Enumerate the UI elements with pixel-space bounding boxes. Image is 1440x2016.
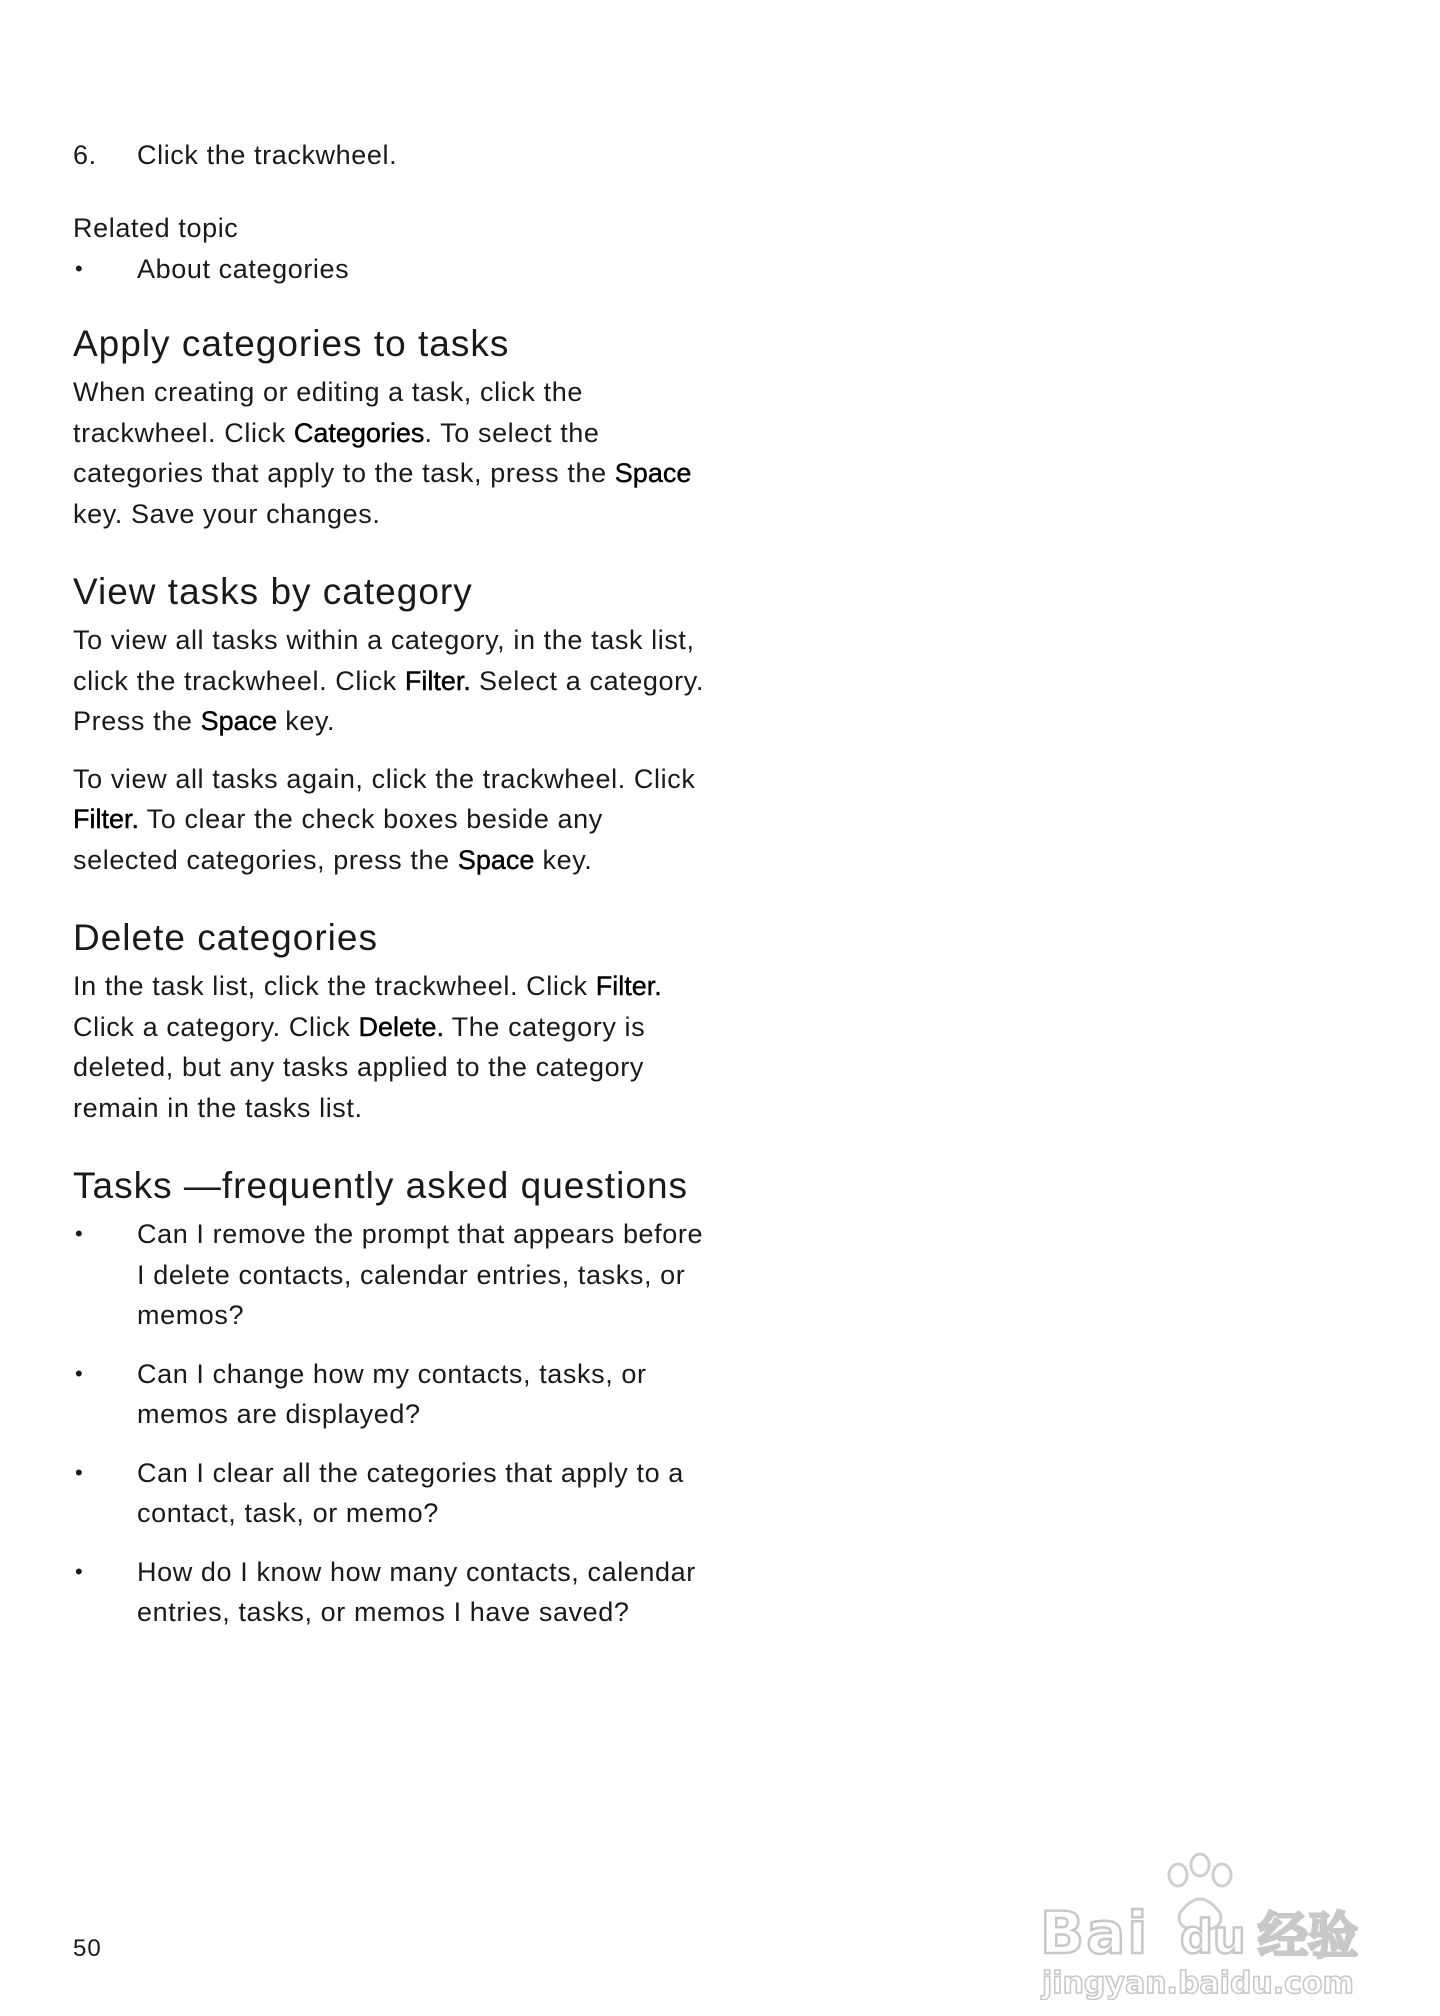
text-run: key. Save your changes. [73, 498, 381, 529]
related-topic-item [73, 249, 713, 290]
text-run: Click a category. Click [73, 1011, 359, 1042]
ui-term-space: Space [457, 844, 535, 875]
step-item [73, 135, 713, 175]
text-run: . To select the categories that apply to the task, press the [73, 417, 615, 488]
bullet-icon: • [75, 1221, 83, 1246]
ui-term-categories: Categories [293, 417, 425, 448]
apply-paragraph [73, 372, 713, 534]
page-number: 50 [73, 1935, 102, 1962]
faq-link[interactable]: Can I change how my contacts, tasks, or memos are displayed? [137, 1358, 647, 1429]
heading-delete-categories: Delete categories [73, 917, 378, 958]
text-run: key. [277, 706, 336, 736]
heading-apply-categories: Apply categories to tasks [73, 323, 510, 364]
ui-term-delete: Delete. [358, 1011, 445, 1042]
text-run: To clear the check boxes beside any selected categories, press the [73, 804, 603, 875]
step-number: 6. [73, 140, 97, 170]
view-paragraph-2 [73, 759, 713, 881]
ui-term-filter: Filter. [73, 804, 140, 834]
related-topic-list [73, 249, 713, 290]
faq-link[interactable]: Can I clear all the categories that apply to a contact, task, or memo? [137, 1457, 684, 1528]
svg-text:jingyan.baidu.com: jingyan.baidu.com [1042, 1966, 1354, 2000]
text-run: Select a category. Press the [73, 665, 704, 736]
baidu-jingyan-watermark [1030, 1835, 1390, 2000]
delete-paragraph [73, 966, 713, 1128]
text-run: When creating or editing a task, click the trackwheel. Click [73, 377, 583, 448]
bullet-icon: • [75, 1360, 83, 1386]
bullet-icon: • [75, 1558, 83, 1584]
step-text: Click the trackwheel. [137, 140, 398, 170]
faq-list [73, 1214, 713, 1633]
related-topic-link[interactable]: About categories [137, 253, 350, 284]
related-topic-title: Related topic [73, 213, 239, 243]
ui-term-filter: Filter. [404, 665, 471, 696]
faq-item [73, 1552, 713, 1633]
text-run: To view all tasks within a category, in the task list, click the trackwheel. Click [73, 625, 695, 696]
faq-item [73, 1453, 713, 1534]
svg-text:Bai: Bai [1040, 1899, 1150, 1967]
bullet-icon: • [75, 255, 83, 281]
heading-view-by-category: View tasks by category [73, 571, 473, 612]
text-run: In the task list, click the trackwheel. Click [73, 971, 596, 1001]
svg-text:du: du [1180, 1910, 1246, 1964]
faq-item [73, 1214, 713, 1336]
ui-term-space: Space [200, 706, 278, 736]
faq-link[interactable]: Can I remove the prompt that appears before I delete contacts, calendar entries, tasks, or memos? [137, 1219, 704, 1330]
heading-tasks-faq: Tasks —frequently asked questions [73, 1165, 689, 1206]
svg-text:经验: 经验 [1258, 1907, 1358, 1965]
text-run: key. [534, 844, 593, 875]
text-run: The category is deleted, but any tasks applied to the category remain in the tasks list. [73, 1011, 646, 1123]
view-paragraph-1 [73, 620, 713, 742]
page-content [73, 135, 713, 1651]
ui-term-space: Space [614, 458, 692, 488]
ui-term-filter: Filter. [595, 971, 662, 1001]
faq-item [73, 1354, 713, 1435]
faq-link[interactable]: How do I know how many contacts, calendar entries, tasks, or memos I have saved? [137, 1556, 696, 1627]
text-run: To view all tasks again, click the trackwheel. Click [73, 763, 696, 794]
bullet-icon: • [75, 1459, 83, 1485]
